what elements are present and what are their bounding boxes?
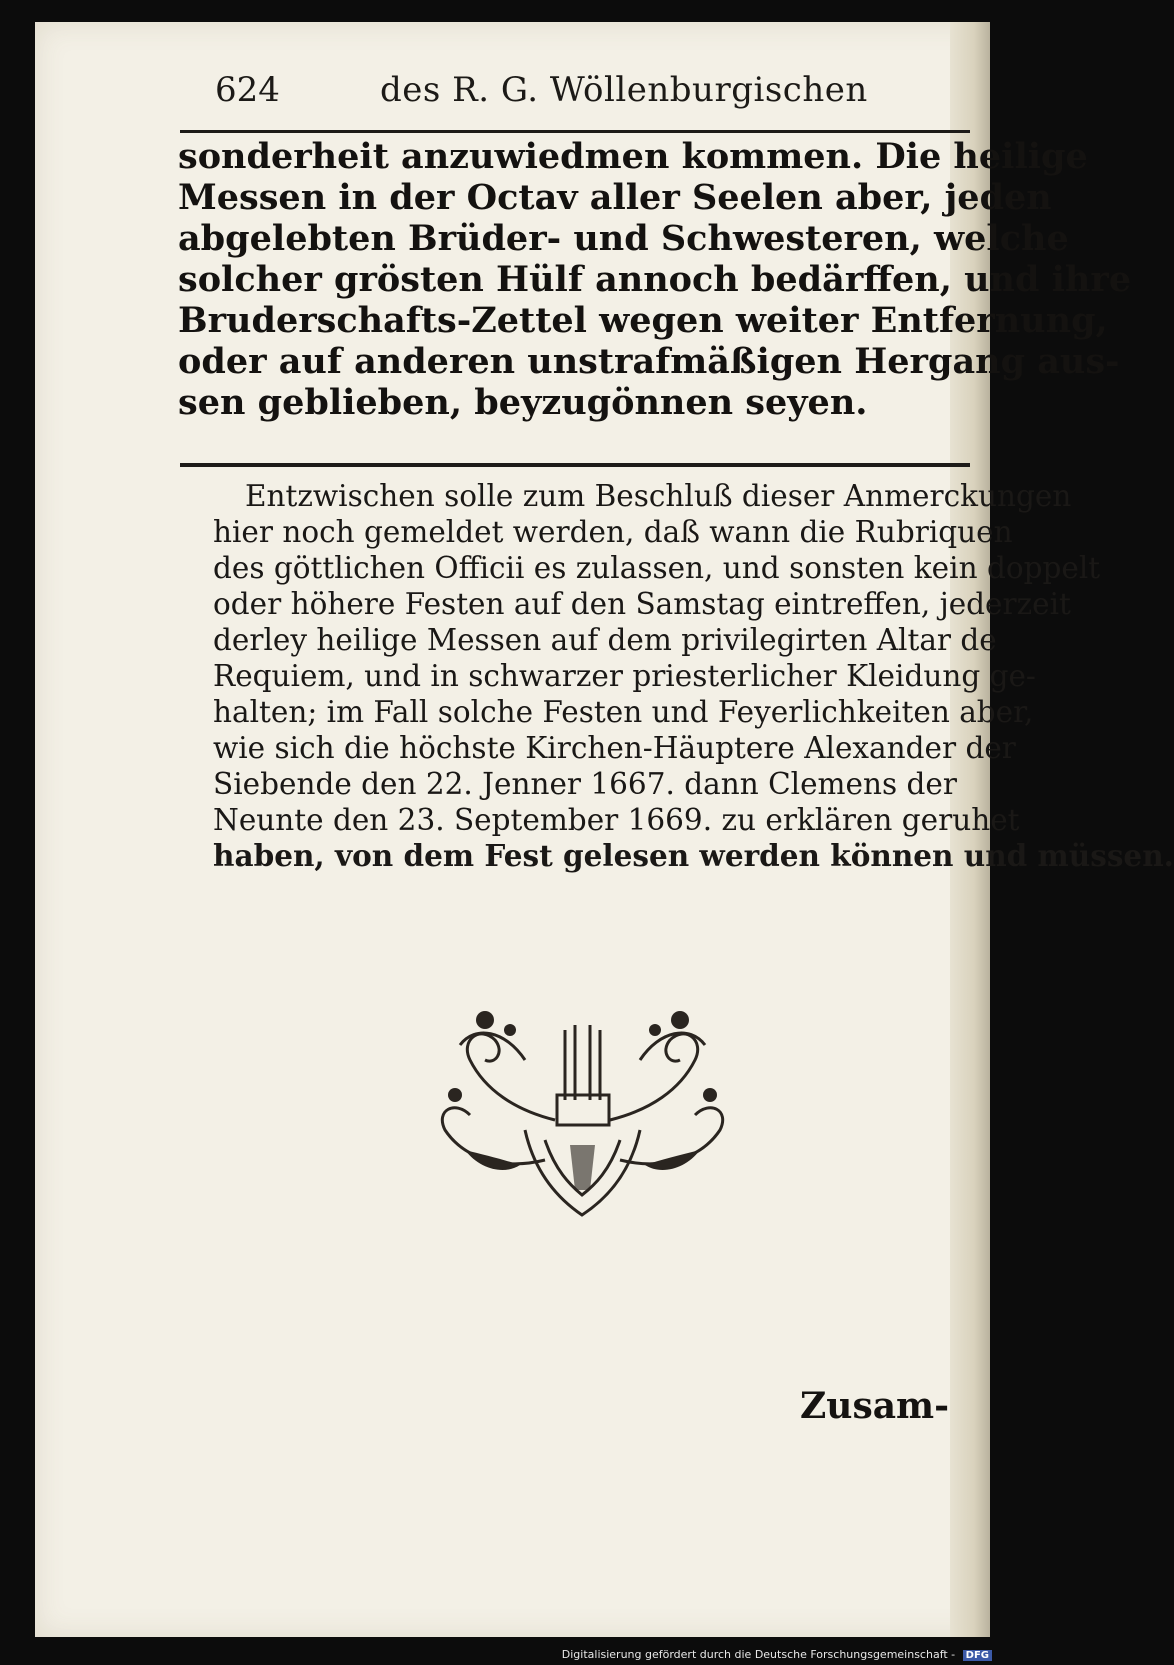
note-paragraph bbox=[213, 478, 1174, 874]
text-line: sen geblieben, beyzugönnen seyen. bbox=[178, 382, 868, 423]
page-number: 624 bbox=[215, 70, 280, 110]
ornament-vignette bbox=[425, 1000, 740, 1225]
text-line: Neunte den 23. September 1669. zu erklären geruhet bbox=[213, 803, 1020, 837]
text-line: oder höhere Festen auf den Samstag eintreffen, jederzeit bbox=[213, 587, 1071, 621]
text-line: haben, von dem Fest gelesen werden können und müssen. bbox=[213, 838, 1174, 873]
text-line: des göttlichen Officii es zulassen, und sonsten kein doppelt bbox=[213, 551, 1101, 585]
text-line: Requiem, und in schwarzer priesterlicher Kleidung ge- bbox=[213, 659, 1036, 693]
text-line: sonderheit anzuwiedmen kommen. Die heilige bbox=[178, 136, 1088, 177]
text-line: Bruderschafts-Zettel wegen weiter Entfernung, bbox=[178, 300, 1108, 341]
catchword: Zusam- bbox=[800, 1385, 950, 1427]
page-header bbox=[175, 62, 975, 122]
text-line: halten; im Fall solche Festen und Feyerlichkeiten aber, bbox=[213, 695, 1034, 729]
main-paragraph bbox=[178, 136, 1132, 423]
text-line: oder auf anderen unstrafmäßigen Hergang aus- bbox=[178, 341, 1120, 382]
text-line: derley heilige Messen auf dem privilegirten Altar de bbox=[213, 623, 997, 657]
text-line: hier noch gemeldet werden, daß wann die Rubriquen bbox=[213, 515, 1013, 549]
text-line: wie sich die höchste Kirchen-Häuptere Alexander der bbox=[213, 731, 1016, 765]
text-line: solcher grösten Hülf annoch bedärffen, und ihre bbox=[178, 259, 1132, 300]
text-line: Messen in der Octav aller Seelen aber, jeden bbox=[178, 177, 1052, 218]
digitization-credit bbox=[562, 1648, 992, 1661]
running-head: des R. G. Wöllenburgischen bbox=[380, 70, 868, 110]
text-line: Entzwischen solle zum Beschluß dieser Anmerckungen bbox=[245, 479, 1072, 513]
section-divider bbox=[180, 463, 970, 467]
dfg-logo: DFG bbox=[963, 1650, 992, 1661]
credit-text: Digitalisierung gefördert durch die Deutsche Forschungsgemeinschaft - bbox=[561, 1648, 956, 1661]
header-rule bbox=[180, 130, 970, 133]
text-line: abgelebten Brüder- und Schwesteren, welche bbox=[178, 218, 1069, 259]
text-line: Siebende den 22. Jenner 1667. dann Clemens der bbox=[213, 767, 957, 801]
